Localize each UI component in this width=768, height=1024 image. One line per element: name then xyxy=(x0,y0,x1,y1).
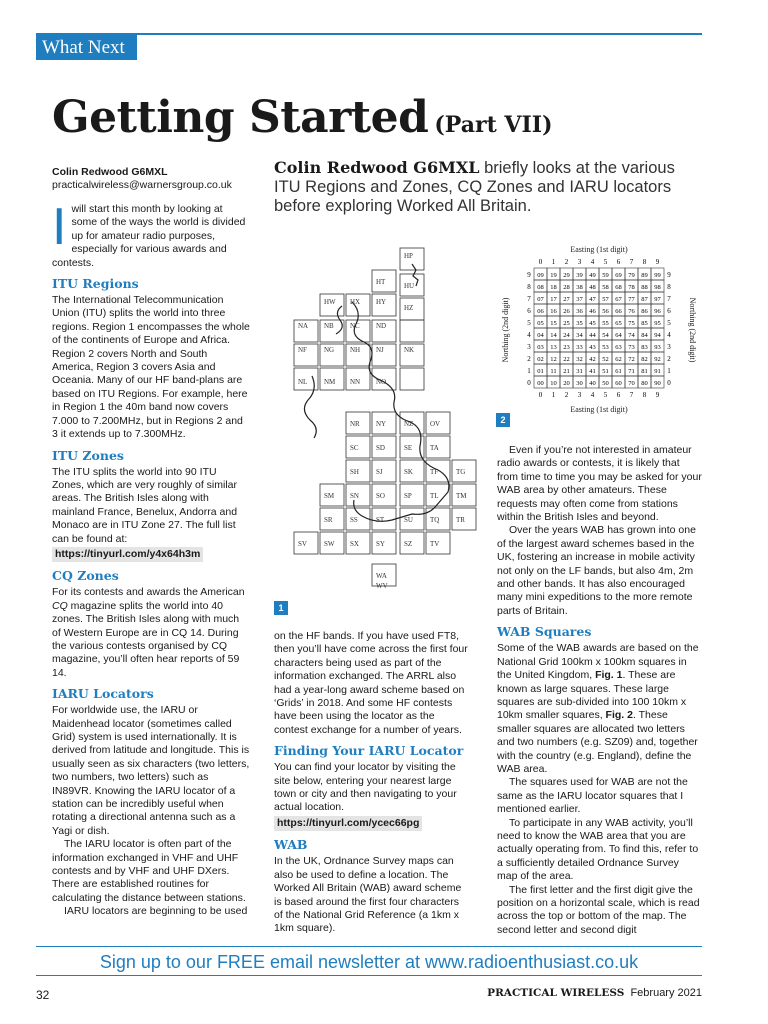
fig2-col-tick: 2 xyxy=(564,391,569,399)
fig2-cell-label: 45 xyxy=(589,320,596,327)
svg-text:NH: NH xyxy=(350,346,361,354)
fig2-cell-label: 17 xyxy=(550,296,557,303)
svg-text:HU: HU xyxy=(404,282,415,290)
standfirst-name: Colin Redwood G6MXL xyxy=(274,158,480,177)
fig2-row-tick: 0 xyxy=(667,379,671,387)
fig2-col-tick: 7 xyxy=(629,391,634,399)
author-email[interactable]: practicalwireless@warnersgroup.co.uk xyxy=(52,179,232,191)
fig2-cell-label: 82 xyxy=(641,356,648,363)
fig2-cell-label: 24 xyxy=(563,332,570,339)
fig2-row-tick: 1 xyxy=(527,367,531,375)
fig2-cell-label: 10 xyxy=(550,380,557,387)
fig2-cell-label: 46 xyxy=(589,308,596,315)
fig2-cell-label: 79 xyxy=(628,272,635,279)
fig2-col-tick: 9 xyxy=(655,258,660,266)
fig2-cell-label: 94 xyxy=(654,332,661,339)
fig2-col-tick: 0 xyxy=(538,258,543,266)
fig2-col-tick: 1 xyxy=(551,391,556,399)
fig2-cell-label: 30 xyxy=(576,380,583,387)
fig2-cell-label: 63 xyxy=(615,344,622,351)
svg-text:TM: TM xyxy=(456,492,467,500)
fig2-cell-label: 81 xyxy=(641,368,648,375)
fig2-cell-label: 64 xyxy=(615,332,622,339)
fig2-cell-label: 97 xyxy=(654,296,661,303)
svg-text:TA: TA xyxy=(430,444,439,452)
para-finding-locator: You can find your locator by visiting the site below, entering your nearest large town or city and then navigating to your actual location. xyxy=(274,761,457,814)
svg-text:SY: SY xyxy=(376,540,385,548)
svg-text:TF: TF xyxy=(430,468,439,476)
svg-text:NN: NN xyxy=(350,378,361,386)
fig2-cell-label: 72 xyxy=(628,356,635,363)
svg-text:SC: SC xyxy=(350,444,359,452)
fig2-col-tick: 4 xyxy=(590,391,595,399)
sq-text-b: . These are known as large squares. These large squares are sub-divided into 100 10km x 10km smaller squares, xyxy=(497,669,687,722)
fig2-cell-label: 36 xyxy=(576,308,583,315)
fig2-col-tick: 0 xyxy=(538,391,543,399)
cq-text-b: magazine splits the world into 40 zones. The British Isles along with much of Western Europe are in CQ 14. During the various contests organised by CQ magazine, you’ll often hear reports of 59 14. xyxy=(52,599,240,679)
heading-cq-zones: CQ Zones xyxy=(52,568,119,584)
para-wab: In the UK, Ordnance Survey maps can also be used to define a location. The Worked All Britain (WAB) award scheme is based around the first four characters of the National Grid Reference (a 1km x 1km square). xyxy=(274,855,462,935)
fig2-cell-label: 26 xyxy=(563,308,570,315)
fig2-cell-label: 75 xyxy=(628,320,635,327)
fig2-cell-label: 67 xyxy=(615,296,622,303)
fig2-cell-label: 99 xyxy=(654,272,661,279)
fig2-cell-label: 90 xyxy=(654,380,661,387)
svg-text:ND: ND xyxy=(376,322,387,330)
fig2-cell-label: 34 xyxy=(576,332,583,339)
fig2-col-tick: 7 xyxy=(629,258,634,266)
fig2-cell-label: 51 xyxy=(602,368,609,375)
title-part: (Part VII) xyxy=(434,112,553,138)
fig2-row-tick: 7 xyxy=(667,295,671,303)
svg-text:TV: TV xyxy=(430,540,440,548)
fig2-cell-label: 60 xyxy=(615,380,622,387)
svg-text:NA: NA xyxy=(298,322,309,330)
figure-2-grid xyxy=(496,240,702,416)
heading-wab-squares: WAB Squares xyxy=(497,624,592,640)
fig2-col-tick: 8 xyxy=(642,258,647,266)
fig2-cell-label: 13 xyxy=(550,344,557,351)
para-wab-participate: To participate in any WAB activity, you’ll need to know the WAB area that you are actually operating from. To find this, refer to a sufficiently detailed Ordnance Survey map of the area. xyxy=(497,816,699,883)
fig2-cell-label: 49 xyxy=(589,272,596,279)
svg-text:NO: NO xyxy=(376,378,387,386)
svg-text:SX: SX xyxy=(350,540,359,548)
svg-text:NC: NC xyxy=(350,322,360,330)
fig2-row-tick: 1 xyxy=(667,367,671,375)
fig2-cell-label: 62 xyxy=(615,356,622,363)
drop-cap: I xyxy=(52,198,67,256)
cq-magazine-name: CQ xyxy=(52,599,68,612)
fig2-cell-label: 61 xyxy=(615,368,622,375)
fig2-cell-label: 14 xyxy=(550,332,557,339)
fig2-cell-label: 50 xyxy=(602,380,609,387)
svg-text:WV: WV xyxy=(376,582,388,590)
para-wab-first-letter: The first letter and the first digit give the position on a horizontal scale, which is read across the top or bottom of the map. The second letter and second digit xyxy=(497,883,700,936)
fig2-cell-label: 93 xyxy=(654,344,661,351)
fig2-cell-label: 56 xyxy=(602,308,609,315)
svg-text:TQ: TQ xyxy=(430,516,440,524)
fig2-row-tick: 8 xyxy=(667,283,671,291)
fig2-col-tick: 6 xyxy=(616,391,621,399)
fig2-row-tick: 8 xyxy=(527,283,531,291)
fig2-col-tick: 3 xyxy=(577,391,582,399)
fig2-cell-label: 92 xyxy=(654,356,661,363)
link-itu-zones[interactable]: https://tinyurl.com/y4x64h3m xyxy=(52,547,203,562)
fig2-cell-label: 87 xyxy=(641,296,648,303)
fig2-col-tick: 1 xyxy=(551,258,556,266)
fig2-cell-label: 42 xyxy=(589,356,596,363)
fig2-cell-label: 23 xyxy=(563,344,570,351)
fig2-row-tick: 4 xyxy=(667,331,671,339)
svg-text:SW: SW xyxy=(324,540,335,548)
para-wab-growth: Over the years WAB has grown into one of the largest award schemes based in the UK, fostering an increase in mobile activity not only on the LF bands, but also 4m, 2m and other bands. It has also encouraged many mini expeditions to the more remote parts of Britain. xyxy=(497,524,696,617)
fig2-cell-label: 88 xyxy=(641,284,648,291)
fig2-cell-label: 83 xyxy=(641,344,648,351)
fig2-cell-label: 09 xyxy=(537,272,544,279)
fig2-cell-label: 06 xyxy=(537,308,544,315)
svg-text:NK: NK xyxy=(404,346,415,354)
fig2-col-tick: 4 xyxy=(590,258,595,266)
fig2-cell-label: 21 xyxy=(563,368,570,375)
fig2-cell-label: 57 xyxy=(602,296,609,303)
svg-text:TG: TG xyxy=(456,468,466,476)
svg-text:NM: NM xyxy=(324,378,336,386)
fig2-cell-label: 73 xyxy=(628,344,635,351)
fig2-cell-label: 55 xyxy=(602,320,609,327)
fig2-cell-label: 43 xyxy=(589,344,596,351)
fig2-cell-label: 41 xyxy=(589,368,596,375)
fig2-col-tick: 3 xyxy=(577,258,582,266)
author-name: Colin Redwood G6MXL xyxy=(52,166,168,178)
fig2-row-tick: 9 xyxy=(527,271,531,279)
svg-text:NL: NL xyxy=(298,378,308,386)
para-itu-regions: The International Telecommunication Union (ITU) splits the world into three regions. Region 1 encompasses the whole of the continents of Europe and Africa. Region 2 covers North and South America, Region 3 covers Asia and Oceania. Many of our HF band-plans are based on ITU Regions. For example, here in Region 1 the 40m band now covers 7.000 to 7.200MHz, but in Regions 2 and 3 it extends up to 7.300MHz. xyxy=(52,294,250,441)
page-number: 32 xyxy=(36,988,50,1002)
fig2-cell-label: 96 xyxy=(654,308,661,315)
fig2-cell-label: 38 xyxy=(576,284,583,291)
fig2-cell-label: 01 xyxy=(537,368,544,375)
column-1 xyxy=(52,198,250,919)
section-tag: What Next xyxy=(36,35,137,60)
fig2-cell-label: 39 xyxy=(576,272,583,279)
magazine-name: PRACTICAL WIRELESS xyxy=(487,987,625,999)
fig2-cell-label: 70 xyxy=(628,380,635,387)
fig2-cell-label: 84 xyxy=(641,332,648,339)
fig2-row-tick: 5 xyxy=(667,319,671,327)
heading-itu-zones: ITU Zones xyxy=(52,447,124,463)
figure-2-badge: 2 xyxy=(496,413,510,427)
para-iaru-2: The IARU locator is often part of the information exchanged in VHF and UHF contests and by VHF and UHF DXers. There are established routines for calculating the distance between stations. xyxy=(52,838,246,904)
fig2-cell-label: 86 xyxy=(641,308,648,315)
heading-wab: WAB xyxy=(274,837,308,853)
fig2-cell-label: 47 xyxy=(589,296,596,303)
fig2-cell-label: 40 xyxy=(589,380,596,387)
svg-text:NY: NY xyxy=(376,420,387,428)
sq-text-c: . These smaller squares are allocated two letters and two numbers (e.g. SZ09) and, together with the country (e.g. England), define the WAB area. xyxy=(497,709,698,775)
fig2-bottom-label: Easting (1st digit) xyxy=(570,405,628,414)
para-iaru-1: For worldwide use, the IARU or Maidenhead locator (sometimes called Grid) system is used internationally. It is derived from latitude and longitude. This is usually seen as six characters (two letters, two numbers, two letters) such as IN89VR. Knowing the IARU locator of a station can be incredibly useful when rotating a directional antenna such as a Yagi or dish. xyxy=(52,704,250,837)
fig2-cell-label: 07 xyxy=(537,296,544,303)
fig2-cell-label: 74 xyxy=(628,332,635,339)
svg-text:SO: SO xyxy=(376,492,385,500)
fig2-cell-label: 77 xyxy=(628,296,635,303)
svg-text:TR: TR xyxy=(456,516,465,524)
fig2-left-label: Northing (2nd digit) xyxy=(501,297,510,363)
column-2 xyxy=(274,630,470,936)
fig2-row-tick: 4 xyxy=(527,331,531,339)
fig2-cell-label: 20 xyxy=(563,380,570,387)
svg-text:NB: NB xyxy=(324,322,334,330)
svg-text:OV: OV xyxy=(430,420,441,428)
svg-text:SK: SK xyxy=(404,468,413,476)
fig2-row-tick: 9 xyxy=(667,271,671,279)
fig2-cell-label: 22 xyxy=(563,356,570,363)
standfirst xyxy=(274,158,704,216)
fig2-cell-label: 04 xyxy=(537,332,544,339)
fig1-ref: Fig. 1 xyxy=(595,669,623,682)
svg-text:SM: SM xyxy=(324,492,335,500)
intro-text: will start this month by looking at some of the ways the world is divided up for amateur radio purposes, especially for various awards and contests. xyxy=(52,203,246,269)
fig2-cell-label: 80 xyxy=(641,380,648,387)
fig2-cell-label: 25 xyxy=(563,320,570,327)
svg-text:SZ: SZ xyxy=(404,540,413,548)
figure-1-map xyxy=(292,246,478,608)
para-itu-zones: The ITU splits the world into 90 ITU Zones, which are very roughly of similar areas. The British Isles along with mainland France, Benelux, Andorra and Monaco are in ITU Zone 27. The full list can be found at: xyxy=(52,465,238,545)
para-wab-squares xyxy=(497,642,702,776)
fig2-row-tick: 0 xyxy=(527,379,531,387)
fig2-cell-label: 91 xyxy=(654,368,661,375)
newsletter-link[interactable]: Sign up to our FREE email newsletter at www.radioenthusiast.co.uk xyxy=(99,952,639,972)
svg-text:SP: SP xyxy=(404,492,412,500)
fig2-cell-label: 29 xyxy=(563,272,570,279)
fig2-cell-label: 65 xyxy=(615,320,622,327)
svg-text:SU: SU xyxy=(404,516,413,524)
svg-text:SR: SR xyxy=(324,516,333,524)
fig2-cell-label: 44 xyxy=(589,332,596,339)
fig2-cell-label: 03 xyxy=(537,344,544,351)
fig2-cell-label: 78 xyxy=(628,284,635,291)
fig2-cell-label: 54 xyxy=(602,332,609,339)
para-hf-bands: on the HF bands. If you have used FT8, then you’ll have come across the first four characters being used as part of the information exchanged. The ARRL also had a year-long award scheme based on ‘Grids’ in 2018. And some HF contests have been using the locator as the contest exchange for a number of years. xyxy=(274,630,468,736)
fig2-right-label: Northing (2nd digit) xyxy=(688,297,697,363)
heading-itu-regions: ITU Regions xyxy=(52,276,139,292)
fig2-cell-label: 12 xyxy=(550,356,557,363)
fig2-row-tick: 6 xyxy=(667,307,671,315)
cq-text-a: For its contests and awards the American xyxy=(52,586,245,599)
fig2-ref: Fig. 2 xyxy=(605,709,633,722)
title-main: Getting Started xyxy=(52,92,429,143)
magazine-info xyxy=(440,987,702,999)
column-3 xyxy=(497,444,702,937)
figure-1-badge: 1 xyxy=(274,601,288,615)
svg-text:SE: SE xyxy=(404,444,413,452)
svg-text:SJ: SJ xyxy=(376,468,383,476)
fig2-cell-label: 16 xyxy=(550,308,557,315)
fig2-cell-label: 89 xyxy=(641,272,648,279)
svg-text:NF: NF xyxy=(298,346,307,354)
svg-text:SN: SN xyxy=(350,492,359,500)
svg-text:TL: TL xyxy=(430,492,439,500)
svg-text:HX: HX xyxy=(350,298,361,306)
para-wab-not-iaru: The squares used for WAB are not the same as the IARU locator squares that I mentioned earlier. xyxy=(497,776,688,816)
fig2-cell-label: 69 xyxy=(615,272,622,279)
fig2-cell-label: 18 xyxy=(550,284,557,291)
fig2-cell-label: 48 xyxy=(589,284,596,291)
fig2-cell-label: 11 xyxy=(550,368,557,375)
svg-text:HT: HT xyxy=(376,278,386,286)
fig2-cell-label: 53 xyxy=(602,344,609,351)
fig2-col-tick: 6 xyxy=(616,258,621,266)
heading-iaru-locators: IARU Locators xyxy=(52,686,154,702)
svg-text:SD: SD xyxy=(376,444,385,452)
fig2-cell-label: 98 xyxy=(654,284,661,291)
article-title xyxy=(52,90,552,153)
link-locator-site[interactable]: https://tinyurl.com/ycec66pg xyxy=(274,816,422,831)
para-cq-zones xyxy=(52,586,250,680)
svg-text:NR: NR xyxy=(350,420,360,428)
fig2-cell-label: 08 xyxy=(537,284,544,291)
fig2-cell-label: 37 xyxy=(576,296,583,303)
fig2-cell-label: 00 xyxy=(537,380,544,387)
fig2-cell-label: 58 xyxy=(602,284,609,291)
svg-text:SV: SV xyxy=(298,540,307,548)
para-wab-intro: Even if you’re not interested in amateur radio awards or contests, it is likely that from time to time you may be asked for your WAB area by other amateurs. These requests may often come from stations within the British Isles and beyond. xyxy=(497,444,702,524)
fig2-cell-label: 66 xyxy=(615,308,622,315)
fig2-cell-label: 95 xyxy=(654,320,661,327)
fig2-row-tick: 3 xyxy=(527,343,531,351)
svg-text:NG: NG xyxy=(324,346,335,354)
svg-text:ST: ST xyxy=(376,516,385,524)
fig2-cell-label: 05 xyxy=(537,320,544,327)
fig2-cell-label: 31 xyxy=(576,368,583,375)
fig2-cell-label: 59 xyxy=(602,272,609,279)
fig2-cell-label: 35 xyxy=(576,320,583,327)
fig2-cell-label: 52 xyxy=(602,356,609,363)
fig2-cell-label: 15 xyxy=(550,320,557,327)
fig2-cell-label: 02 xyxy=(537,356,544,363)
svg-text:NZ: NZ xyxy=(404,420,414,428)
svg-text:HY: HY xyxy=(376,298,387,306)
heading-finding-locator: Finding Your IARU Locator xyxy=(274,743,464,759)
svg-text:HZ: HZ xyxy=(404,304,414,312)
fig2-cell-label: 28 xyxy=(563,284,570,291)
fig2-col-tick: 9 xyxy=(655,391,660,399)
fig2-row-tick: 5 xyxy=(527,319,531,327)
fig2-cell-label: 71 xyxy=(628,368,635,375)
fig2-cell-label: 68 xyxy=(615,284,622,291)
fig2-cell-label: 85 xyxy=(641,320,648,327)
fig2-col-tick: 5 xyxy=(603,391,608,399)
fig2-row-tick: 3 xyxy=(667,343,671,351)
standfirst-text: briefly looks at the various ITU Regions and Zones, CQ Zones and IARU locators before exploring Worked All Britain. xyxy=(274,159,675,215)
svg-text:NJ: NJ xyxy=(376,346,384,354)
fig2-row-tick: 2 xyxy=(667,355,671,363)
fig2-row-tick: 7 xyxy=(527,295,531,303)
fig2-row-tick: 6 xyxy=(527,307,531,315)
fig2-cell-label: 33 xyxy=(576,344,583,351)
fig2-cell-label: 32 xyxy=(576,356,583,363)
issue-date: February 2021 xyxy=(630,987,702,999)
fig2-col-tick: 5 xyxy=(603,258,608,266)
svg-text:HW: HW xyxy=(324,298,336,306)
fig2-col-tick: 8 xyxy=(642,391,647,399)
svg-text:HP: HP xyxy=(404,252,413,260)
fig2-top-label: Easting (1st digit) xyxy=(570,245,628,254)
fig2-cell-label: 27 xyxy=(563,296,570,303)
svg-text:SS: SS xyxy=(350,516,358,524)
svg-text:SH: SH xyxy=(350,468,359,476)
fig2-row-tick: 2 xyxy=(527,355,531,363)
sq-text-a: Some of the WAB awards are based on the National Grid 100km x 100km squares in the United Kingdom, xyxy=(497,642,699,682)
para-iaru-3: IARU locators are beginning to be used xyxy=(64,905,248,918)
fig2-col-tick: 2 xyxy=(564,258,569,266)
fig2-cell-label: 19 xyxy=(550,272,557,279)
fig2-cell-label: 76 xyxy=(628,308,635,315)
svg-text:WA: WA xyxy=(376,572,387,580)
